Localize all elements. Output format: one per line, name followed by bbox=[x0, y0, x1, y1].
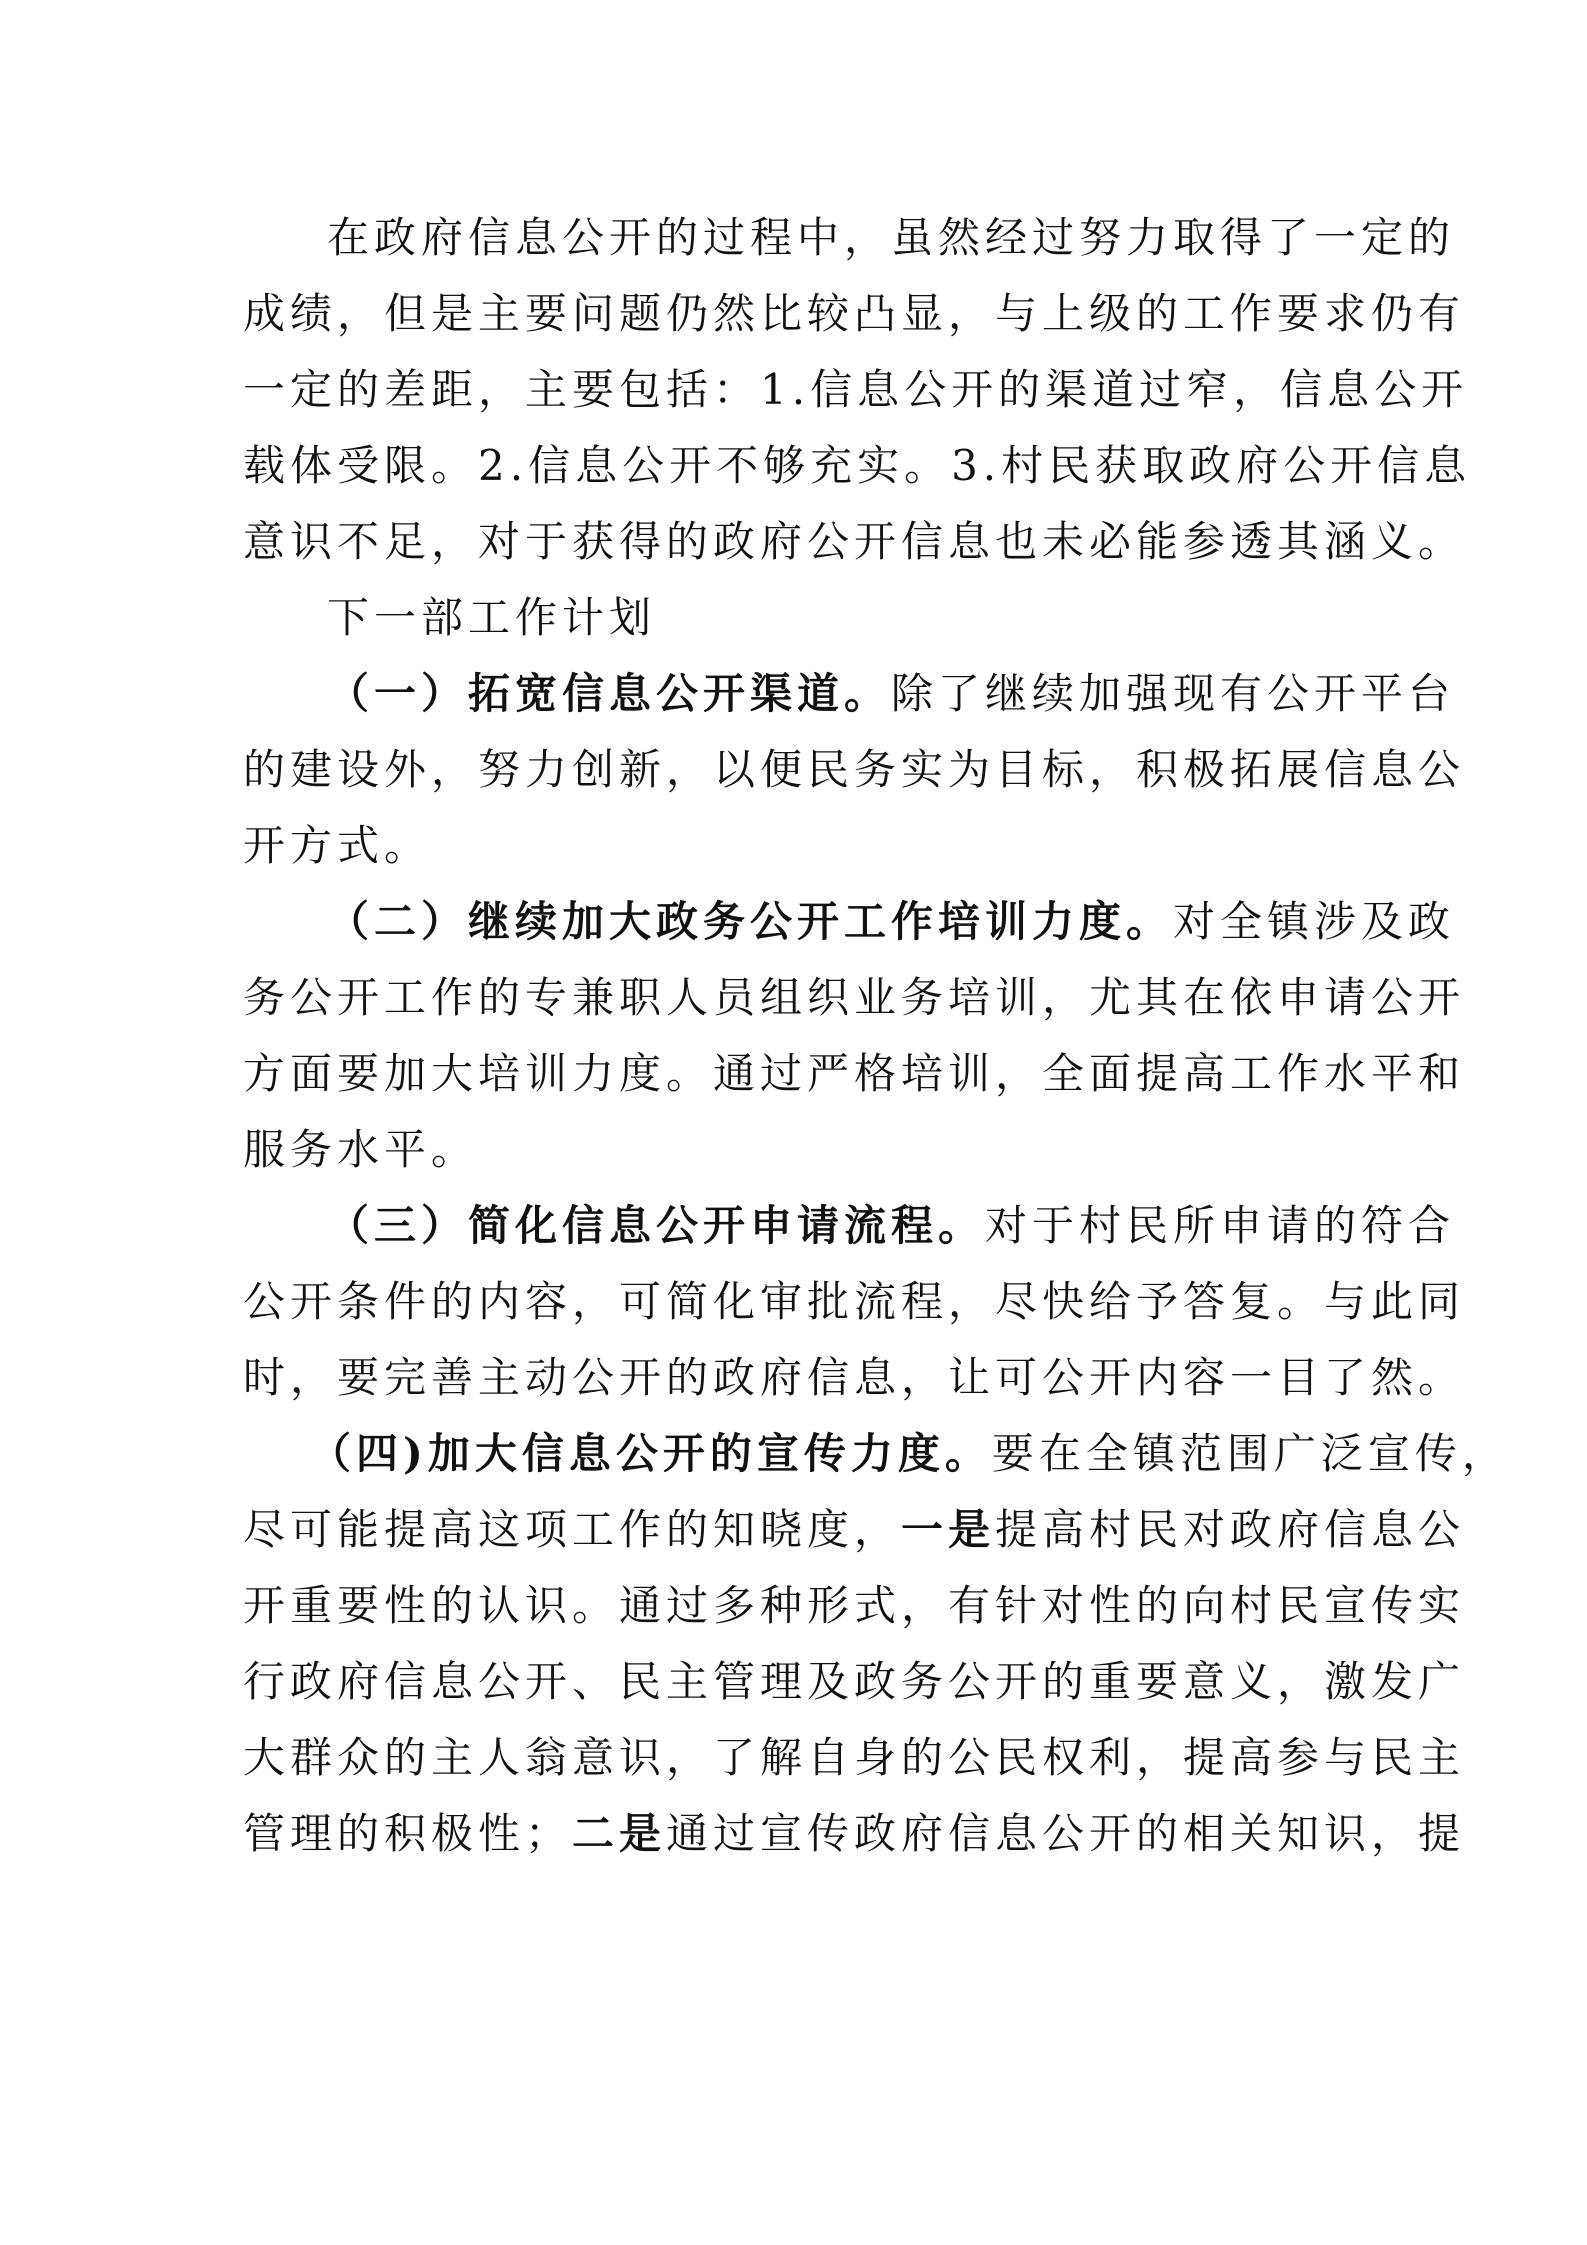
text-line: 务公开工作的专兼职人员组织业务培训，尤其在依申请公开 bbox=[243, 973, 1466, 1022]
text-line: 服务水平。 bbox=[243, 1125, 479, 1174]
item-text: 管理的积极性； bbox=[243, 1809, 573, 1858]
item-text: 对于村民所申请的符合 bbox=[985, 1201, 1456, 1250]
item-text: 尽可能提高这项工作的知晓度， bbox=[243, 1505, 902, 1554]
item-text: 要在全镇范围广泛宣传， bbox=[991, 1429, 1509, 1478]
text-line: 时，要完善主动公开的政府信息，让可公开内容一目了然。 bbox=[243, 1353, 1466, 1402]
text-line: 开方式。 bbox=[243, 821, 432, 870]
plan-item-1 bbox=[243, 656, 1466, 884]
intro-paragraph bbox=[243, 200, 1472, 580]
item-text: 对全镇涉及政 bbox=[1173, 897, 1456, 946]
text-line: 的建设外，努力创新，以便民务实为目标，积极拓展信息公 bbox=[243, 745, 1466, 794]
document-page bbox=[243, 200, 1509, 1872]
text-line: 大群众的主人翁意识，了解自身的公民权利，提高参与民主 bbox=[243, 1733, 1466, 1782]
item-title: （一）拓宽信息公开渠道。 bbox=[327, 669, 892, 718]
item-title: （四)加大信息公开的宣传力度。 bbox=[309, 1429, 992, 1478]
plan-item-3 bbox=[243, 1188, 1466, 1416]
plan-item-4 bbox=[243, 1416, 1509, 1872]
text-line: 公开条件的内容，可简化审批流程，尽快给予答复。与此同 bbox=[243, 1277, 1466, 1326]
text-line: 一定的差距，主要包括：1.信息公开的渠道过窄，信息公开 bbox=[243, 365, 1469, 414]
text-line: 意识不足，对于获得的政府公开信息也未必能参透其涵义。 bbox=[243, 517, 1466, 566]
text-line: 载体受限。2.信息公开不够充实。3.村民获取政府公开信息 bbox=[243, 441, 1472, 490]
text-line: 在政府信息公开的过程中，虽然经过努力取得了一定的 bbox=[327, 213, 1456, 262]
emphasis-text: 一是 bbox=[901, 1505, 996, 1554]
item-title: （三）简化信息公开申请流程。 bbox=[327, 1201, 986, 1250]
text-line: 开重要性的认识。通过多种形式，有针对性的向村民宣传实 bbox=[243, 1581, 1466, 1630]
emphasis-text: 二是 bbox=[572, 1809, 667, 1858]
plan-item-2 bbox=[243, 884, 1466, 1188]
item-title: （二）继续加大政务公开工作培训力度。 bbox=[327, 897, 1174, 946]
item-text: 提高村民对政府信息公 bbox=[995, 1505, 1466, 1554]
item-text: 除了继续加强现有公开平台 bbox=[891, 669, 1456, 718]
text-line: 成绩，但是主要问题仍然比较凸显，与上级的工作要求仍有 bbox=[243, 289, 1466, 338]
plan-heading: 下一部工作计划 bbox=[327, 593, 657, 642]
text-line: 方面要加大培训力度。通过严格培训，全面提高工作水平和 bbox=[243, 1049, 1466, 1098]
item-text: 通过宣传政府信息公开的相关知识，提 bbox=[666, 1809, 1466, 1858]
text-line: 行政府信息公开、民主管理及政务公开的重要意义，激发广 bbox=[243, 1657, 1466, 1706]
